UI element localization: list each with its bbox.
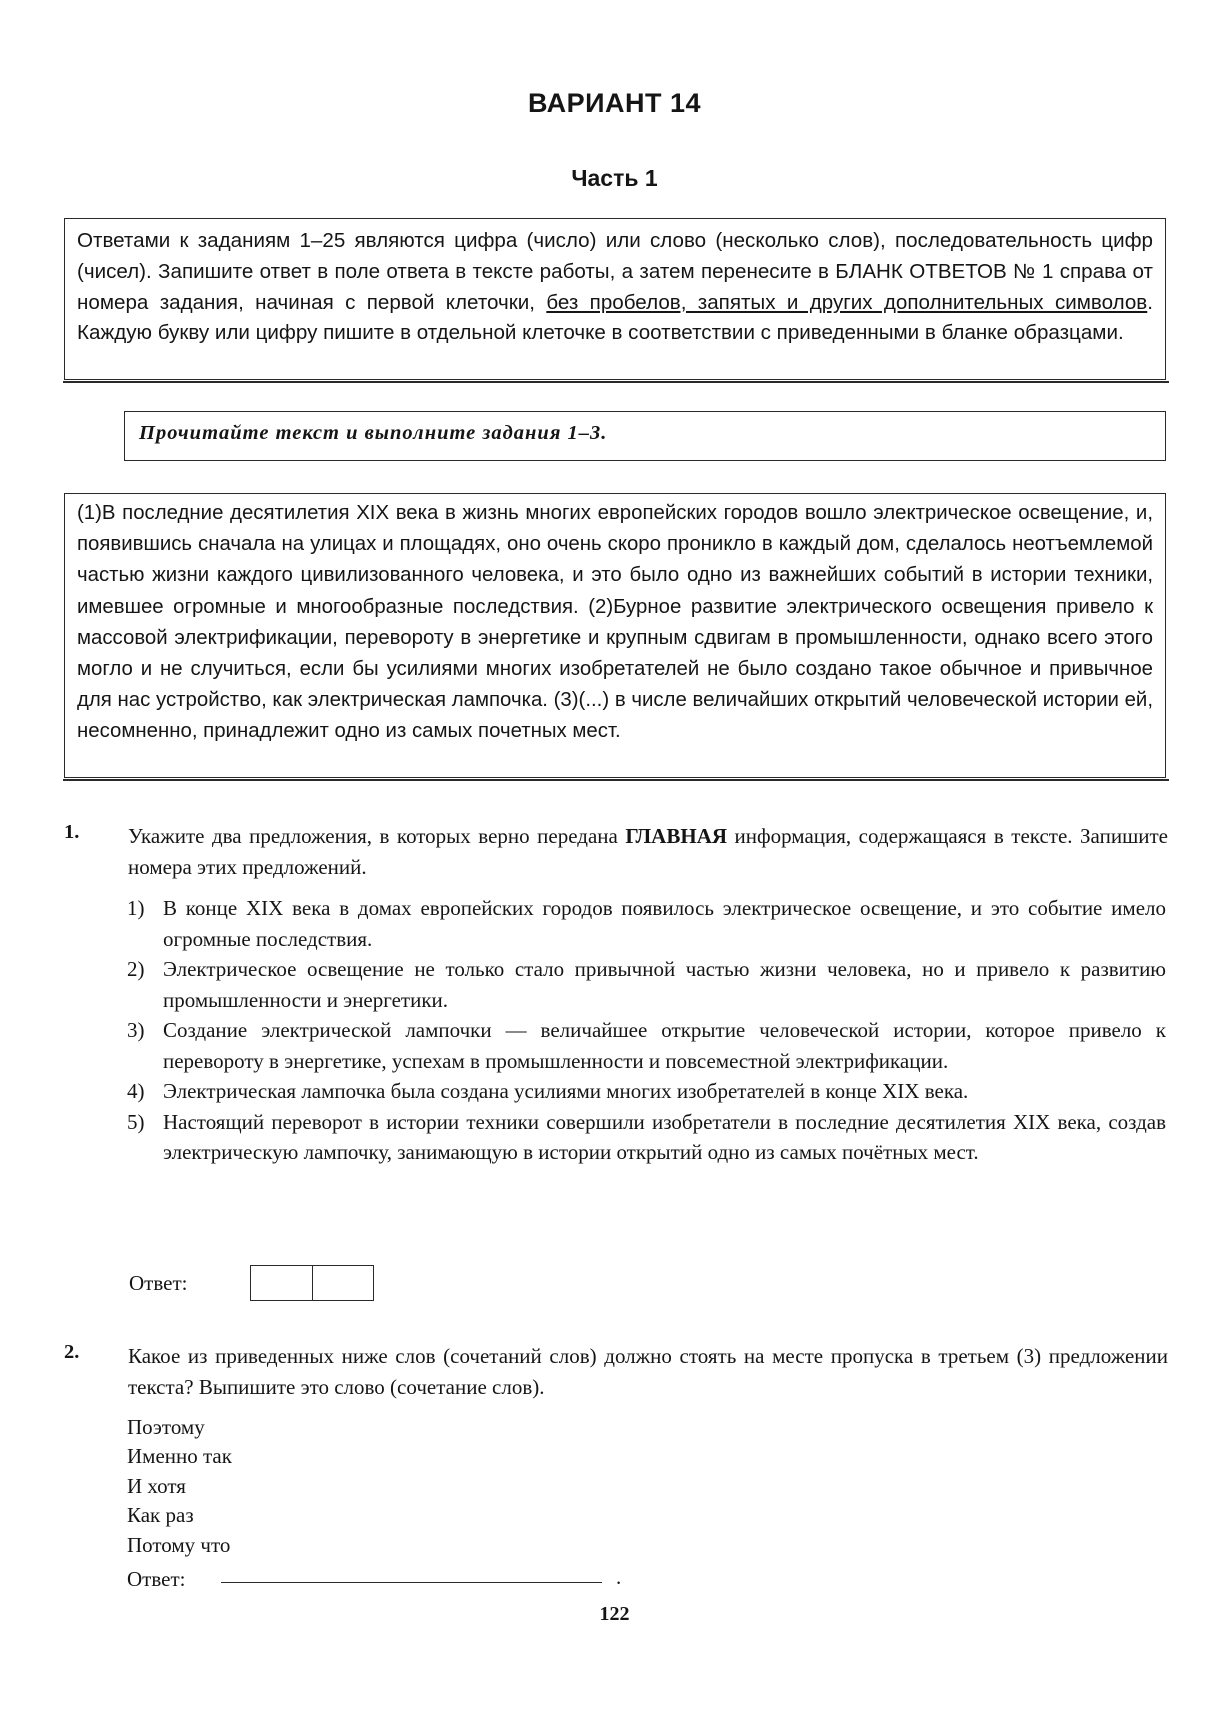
task-1-option [127, 1015, 1166, 1076]
task-2-number: 2. [64, 1341, 80, 1363]
passage-text: (1)В последние десятилетия XIX века в жизнь многих европейских городов вошло электрическое освещение, и, появившись сначала на улицах и площадях, оно очень скоро проникло в каждый дом, сделалось неотъемлемой частью жизни каждого цивилизованного человека, и это было одно из важнейших событий в истории техники, имевшее огромные и многообразные последствия. (2)Бурное развитие электрического освещения привело к массовой электрификации, перевороту в энергетике и крупным сдвигам в промышленности, однако всего этого могло и не случиться, если бы усилиями многих изобретателей не было создано такое обычное и привычное для нас устройство, как электрическая лампочка. (3)(...) в числе величайших открытий человеческой истории ей, несомненно, принадлежит одно из самых почетных мест. [77, 502, 1153, 743]
option-text: Настоящий переворот в истории техники совершили изобретатели в последние десятилетия XIX века, создав электрическую лампочку, занимающую в истории открытий одно из самых почётных мест. [163, 1109, 1166, 1164]
passage-box [64, 493, 1166, 778]
instructions-text-after: . Каждую букву или цифру пишите в отдельной клеточке в соответствии с приведенными в бланке образцами. [77, 290, 1153, 345]
word-option: Поэтому [127, 1415, 205, 1439]
task-2-answer-line[interactable] [221, 1560, 602, 1583]
option-number: 1) [127, 896, 145, 920]
part-title: Часть 1 [571, 165, 658, 191]
task-1-answer-cells[interactable] [250, 1265, 374, 1301]
task-2-answer-label: Ответ: [127, 1567, 186, 1591]
task-1-question [128, 821, 1168, 882]
option-text: Электрическое освещение не только стало привычной частью жизни человека, но и привело к развитию промышленности и энергетики. [163, 957, 1166, 1012]
option-number: 3) [127, 1018, 145, 1042]
option-text: Электрическая лампочка была создана усилиями многих изобретателей в конце XIX века. [163, 1079, 969, 1103]
option-text: Создание электрической лампочки — величайшее открытие человеческой истории, которое привело к перевороту в энергетике, успехам в промышленности и повсеместной электрификации. [163, 1018, 1166, 1073]
task-1-option [127, 893, 1166, 954]
answer-cell-2[interactable] [312, 1266, 373, 1300]
answer-cell-1[interactable] [251, 1266, 312, 1300]
word-option: Именно так [127, 1444, 232, 1469]
instructions-underlined: без пробелов, запятых и других дополнительных символов [546, 290, 1148, 314]
word-option: Потому что [127, 1532, 231, 1557]
instructions-text [77, 226, 1153, 349]
task-2-word-list [127, 1413, 232, 1560]
read-prompt-box [124, 411, 1166, 461]
variant-title: ВАРИАНТ 14 [527, 88, 702, 118]
answer-end-period: . [616, 1565, 622, 1589]
task-1-answer-label: Ответ: [129, 1271, 188, 1295]
task-1-number: 1. [64, 821, 80, 843]
task-1-option [127, 1107, 1166, 1168]
word-option: И хотя [127, 1473, 186, 1498]
task-1-option [127, 954, 1166, 1015]
task-1-question-start: Укажите два предложения, в которых верно передана [128, 824, 626, 848]
task-1-option [127, 1076, 1166, 1107]
task-1-question-emphasis: ГЛАВНАЯ [625, 824, 728, 848]
read-prompt: Прочитайте текст и выполните задания 1–3. [139, 422, 608, 444]
task-1-options [127, 893, 1166, 1168]
word-option: Как раз [127, 1503, 194, 1528]
page-number: 122 [599, 1603, 630, 1625]
instructions-text-before: Ответами к заданиям 1–25 являются цифра (число) или слово (несколько слов), последовательность цифр (чисел). Запишите ответ в поле ответа в тексте работы, а затем перенесите в БЛАНК ОТВЕТОВ № 1 справа от номера задания, начиная с первой клеточки, [77, 229, 1153, 314]
option-number: 4) [127, 1079, 145, 1103]
option-number: 5) [127, 1109, 145, 1134]
task-2-question: Какое из приведенных ниже слов (сочетаний слов) должно стоять на месте пропуска в третьем (3) предложении текста? Выпишите это слово (сочетание слов). [128, 1344, 1168, 1399]
task-1-question-end: информация, содержащаяся в тексте. Запишите номера этих предложений. [128, 824, 1168, 879]
instructions-box [64, 218, 1166, 380]
option-number: 2) [127, 957, 145, 981]
option-text: В конце XIX века в домах европейских городов появилось электрическое освещение, и это событие имело огромные последствия. [163, 896, 1166, 951]
